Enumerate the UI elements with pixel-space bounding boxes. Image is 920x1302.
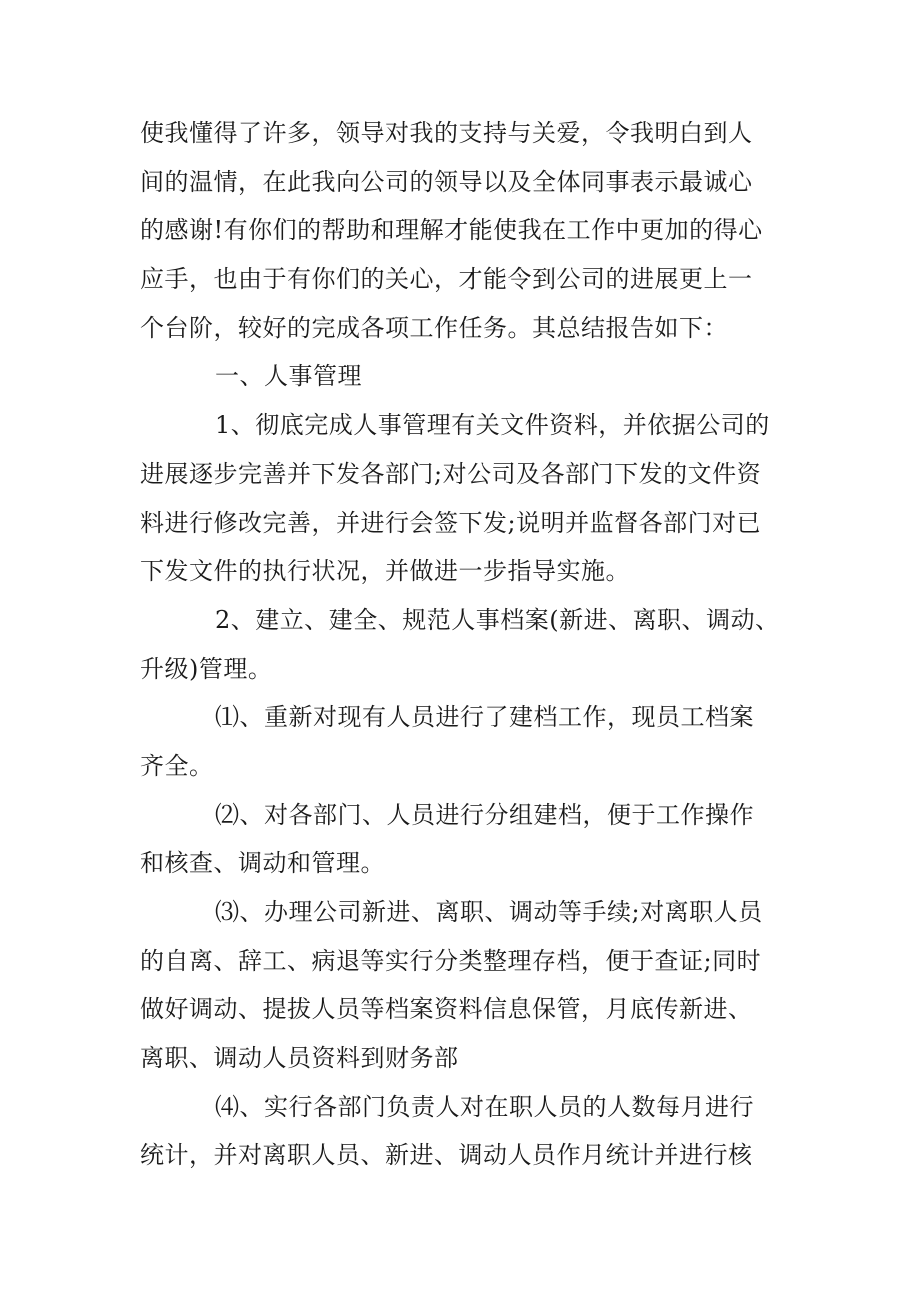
text-line: 1、彻底完成人事管理有关文件资料，并依据公司的 [215,411,770,440]
text-line: 升级)管理。 [140,654,273,683]
text-line: 个台阶，较好的完成各项工作任务。其总结报告如下： [140,313,728,342]
text-line: 离职、调动人员资料到财务部 [140,1044,459,1073]
text-line: 下发文件的执行状况，并做进一步指导实施。 [140,557,630,586]
text-line: 统计，并对离职人员、新进、调动人员作月统计并进行核 [140,1141,753,1170]
text-line: 2、建立、建全、规范人事档案(新进、离职、调动、 [215,605,780,634]
text-line: 间的温情，在此我向公司的领导以及全体同事表示最诚心 [140,167,753,196]
text-line: 进展逐步完善并下发各部门;对公司及各部门下发的文件资 [140,459,762,488]
text-line: 的自离、辞工、病退等实行分类整理存档，便于查证;同时 [140,946,762,975]
text-line: ⑴、重新对现有人员进行了建档工作，现员工档案 [215,703,754,732]
text-line: 和核查、调动和管理。 [140,849,385,878]
text-line: 使我懂得了许多，领导对我的支持与关爱，令我明白到人 [140,119,753,147]
text-line: 一、人事管理 [215,362,362,391]
text-line: ⑵、对各部门、人员进行分组建档，便于工作操作 [215,800,754,829]
text-line: 应手，也由于有你们的关心，才能令到公司的进展更上一 [140,265,753,294]
text-line: ⑷、实行各部门负责人对在职人员的人数每月进行 [215,1092,754,1121]
text-line: 做好调动、提拔人员等档案资料信息保管，月底传新进、 [140,995,753,1024]
text-line: 料进行修改完善，并进行会签下发;说明并监督各部门对已 [140,508,762,537]
document-body [140,109,780,1180]
text-line: ⑶、办理公司新进、离职、调动等手续;对离职人员 [215,898,763,926]
text-line: 齐全。 [140,751,214,780]
text-line: 的感谢!有你们的帮助和理解才能使我在工作中更加的得心 [140,216,763,245]
